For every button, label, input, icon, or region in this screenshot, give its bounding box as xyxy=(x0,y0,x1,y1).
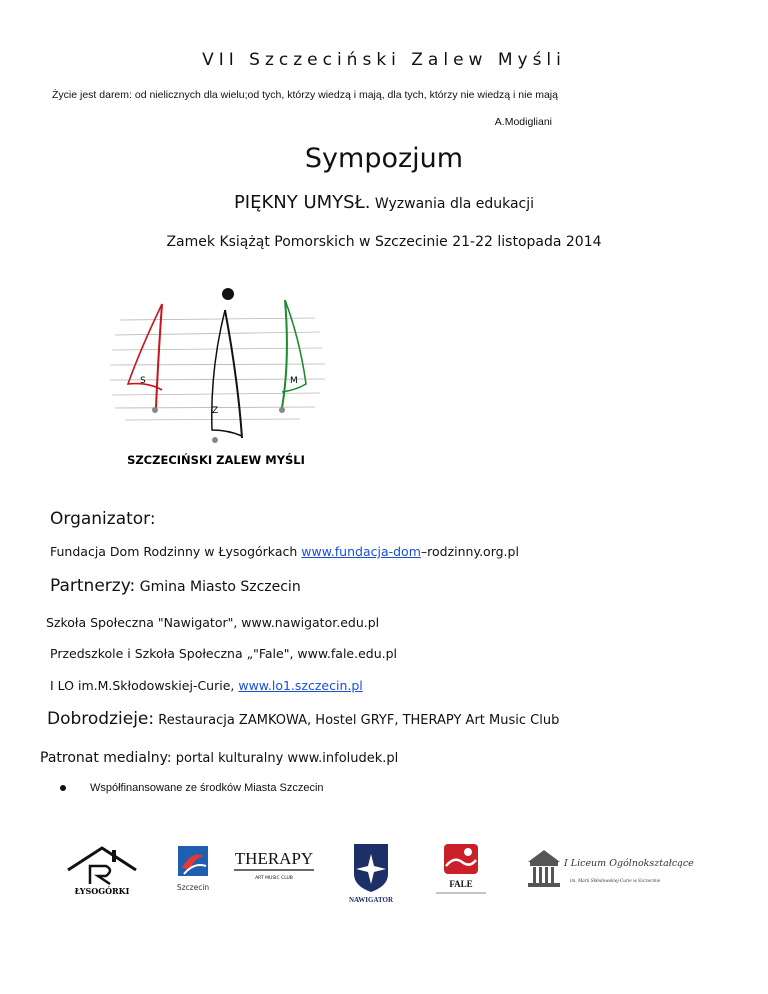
nawigator-logo xyxy=(340,840,402,906)
logo-letter-m: M xyxy=(290,376,298,386)
partner-nawigator: Szkoła Społeczna "Nawigator", www.nawigator.edu.pl xyxy=(46,615,380,630)
organizer-line xyxy=(50,544,519,559)
therapy-logo xyxy=(228,840,320,900)
benefactors-line xyxy=(47,709,559,729)
benefactors-list: Restauracja ZAMKOWA, Hostel GRYF, THERAPY Art Music Club xyxy=(154,713,560,728)
partners-label: Partnerzy: xyxy=(50,576,136,596)
organizer-link[interactable]: www.fundacja-dom xyxy=(301,544,421,559)
szczecin-logo xyxy=(170,840,218,900)
quote-author: A.Modigliani xyxy=(494,116,552,128)
symposium-subtitle xyxy=(0,192,768,213)
therapy-subtext: ART MUSIC CLUB xyxy=(255,876,293,881)
subtitle-rest: Wyzwania dla edukacji xyxy=(370,196,535,212)
media-text: portal kulturalny www.infoludek.pl xyxy=(171,751,399,766)
partner-liceum-link[interactable]: www.lo1.szczecin.pl xyxy=(238,678,363,693)
organizer-label: Organizator: xyxy=(50,509,156,529)
event-place-date: Zamek Książąt Pomorskich w Szczecinie 21-22 listopada 2014 xyxy=(166,234,602,250)
logo-caption: SZCZECIŃSKI ZALEW MYŚLI xyxy=(127,453,305,467)
liceum-text: I Liceum Ogólnokształcące xyxy=(564,858,694,869)
media-label: Patronat medialny: xyxy=(40,750,172,766)
organizer-name: Fundacja Dom Rodzinny w Łysogórkach xyxy=(50,544,302,559)
fale-logo xyxy=(428,840,494,902)
fale-text: FALE xyxy=(449,879,473,889)
logo-letter-s: S xyxy=(140,376,146,386)
partners-line xyxy=(50,576,301,596)
partner-gmina: Gmina Miasto Szczecin xyxy=(135,579,301,595)
partner-liceum xyxy=(50,678,363,693)
symposium-heading: Sympozjum xyxy=(304,143,464,174)
lysogorki-text: ŁYSOGÓRKI xyxy=(74,886,130,896)
partner-liceum-text: I LO im.M.Skłodowskiej-Curie, xyxy=(50,678,239,693)
motto-quote: Życie jest darem: od nielicznych dla wielu;od tych, którzy wiedzą i mają, dla tych, którzy nie wiedzą i nie mają xyxy=(52,89,558,101)
liceum-logo xyxy=(524,840,694,898)
benefactors-label: Dobrodzieje: xyxy=(47,709,155,729)
logo-letter-z: Z xyxy=(212,406,219,416)
funding-text: Współfinansowane ze środków Miasta Szczecin xyxy=(90,782,324,794)
bullet-icon xyxy=(60,785,66,791)
lysogorki-logo xyxy=(62,840,142,900)
event-series-title: VII Szczeciński Zalew Myśli xyxy=(202,50,566,70)
media-patron-line xyxy=(40,747,398,766)
nawigator-text: NAWIGATOR xyxy=(348,896,394,904)
funding-bullet xyxy=(60,782,324,794)
subtitle-main: PIĘKNY UMYSŁ. xyxy=(233,192,371,213)
therapy-text: THERAPY xyxy=(234,849,314,868)
liceum-subtext: im. Marii Skłodowskiej-Curie w Szczecinie xyxy=(570,878,661,883)
organizer-link-rest: –rodzinny.org.pl xyxy=(420,544,519,559)
partner-fale: Przedszkole i Szkoła Społeczna „"Fale", www.fale.edu.pl xyxy=(50,646,398,661)
szczecinski-zalew-mysli-logo xyxy=(100,280,332,470)
szczecin-text: Szczecin xyxy=(176,883,210,892)
